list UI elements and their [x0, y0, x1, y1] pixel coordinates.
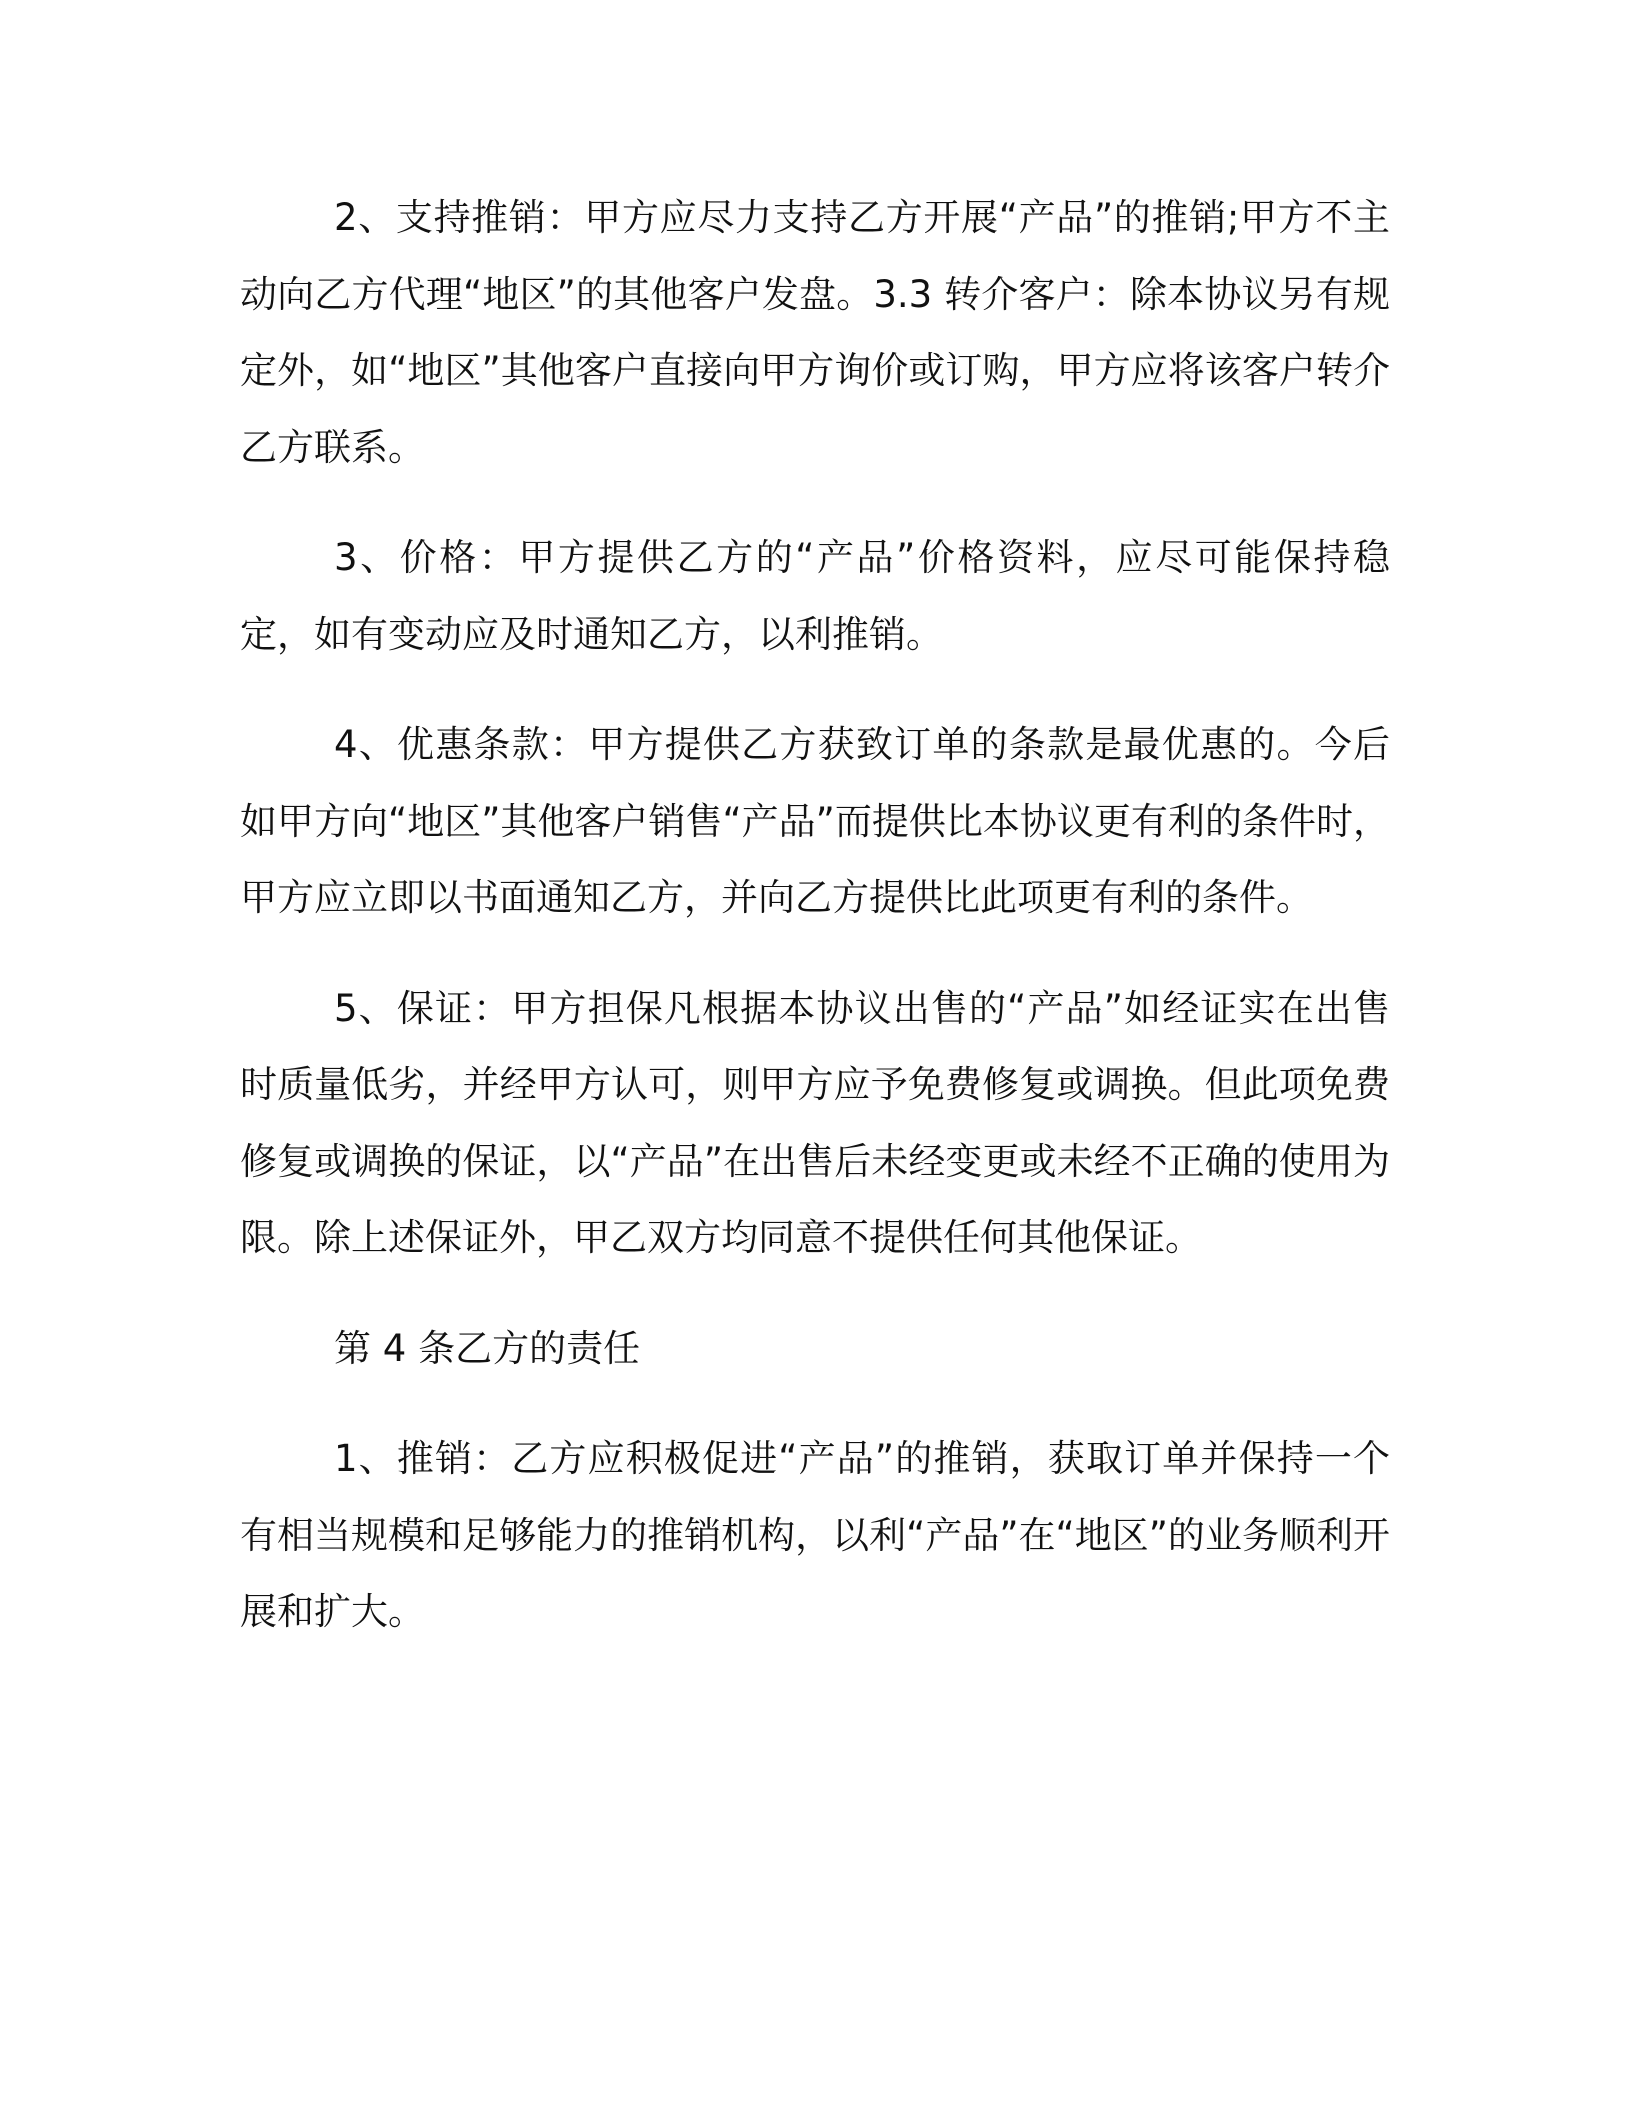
- clause-promotion-duty: 1、推销：乙方应积极促进“产品”的推销，获取订单并保持一个有相当规模和足够能力的推销机构，以利“产品”在“地区”的业务顺利开展和扩大。: [240, 1437, 1390, 1633]
- clause-preferential-terms: 4、优惠条款：甲方提供乙方获致订单的条款是最优惠的。今后如甲方向“地区”其他客户销售“产品”而提供比本协议更有利的条件时，甲方应立即以书面通知乙方，并向乙方提供比此项更有利的条件。: [240, 723, 1390, 919]
- section-heading: 第 4 条乙方的责任: [334, 1326, 641, 1370]
- clause-guarantee: 5、保证：甲方担保凡根据本协议出售的“产品”如经证实在出售时质量低劣，并经甲方认可，则甲方应予免费修复或调换。但此项免费修复或调换的保证，以“产品”在出售后未经变更或未经不正确的使用为限。除上述保证外，甲乙双方均同意不提供任何其他保证。: [240, 986, 1390, 1259]
- clause-price: 3、价格：甲方提供乙方的“产品”价格资料，应尽可能保持稳定，如有变动应及时通知乙方，以利推销。: [240, 536, 1390, 656]
- document-body: [240, 180, 1390, 1651]
- clause-support-promotion: 2、支持推销：甲方应尽力支持乙方开展“产品”的推销;甲方不主动向乙方代理“地区”的其他客户发盘。3.3 转介客户：除本协议另有规定外，如“地区”其他客户直接向甲方询价或订购，甲方应将该客户转介乙方联系。: [240, 196, 1390, 469]
